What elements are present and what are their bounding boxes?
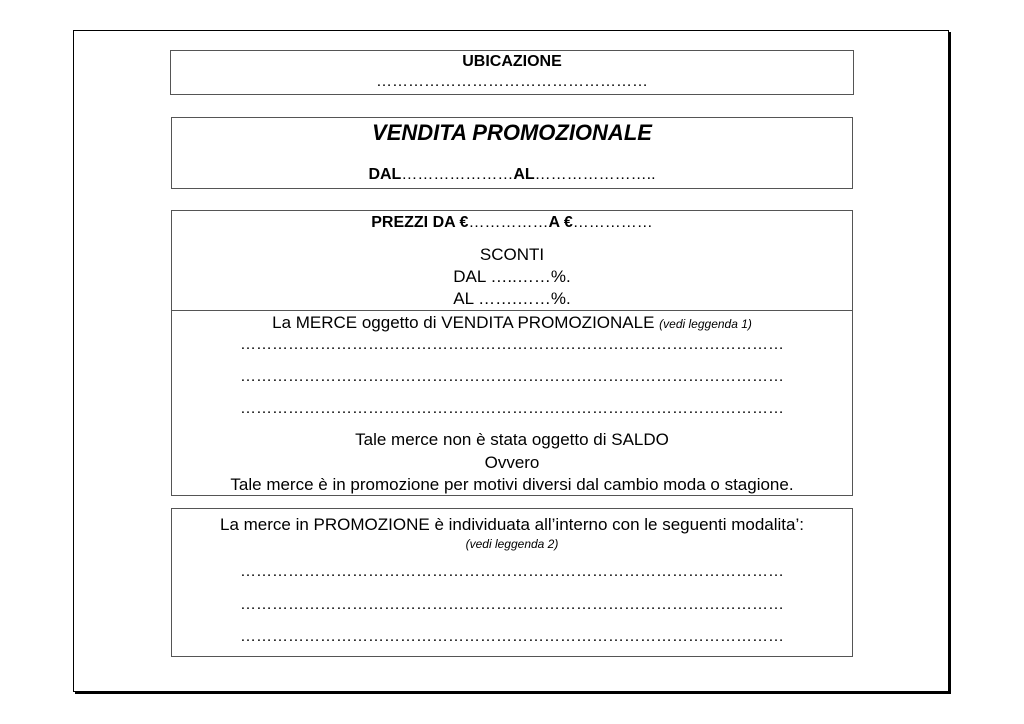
ubicazione-title: UBICAZIONE: [462, 53, 562, 70]
prezzi-a-label: A €: [548, 214, 573, 231]
merce-statement-1: Tale merce non è stata oggetto di SALDO: [355, 430, 669, 449]
al-dots: …………………..: [534, 166, 656, 183]
prezzi-a-dots: ……………: [572, 214, 653, 231]
individuata-dot-line-1: …………………………………………………………………………………………: [240, 563, 784, 580]
merce-intro-note: (vedi leggenda 1): [659, 317, 752, 331]
merce-intro: [172, 313, 852, 333]
sconti-dal: DAL …..……%.: [453, 267, 571, 286]
merce-dot-line-3: …………………………………………………………………………………………: [240, 400, 784, 417]
dal-label: DAL: [368, 166, 402, 183]
al-label: AL: [513, 166, 535, 183]
sconti-title: SCONTI: [479, 245, 545, 264]
prezzi-box: [171, 210, 853, 311]
ubicazione-box: [170, 50, 854, 95]
merce-box: [171, 310, 853, 496]
merce-ovvero: Ovvero: [484, 453, 540, 472]
vendita-title: VENDITA PROMOZIONALE: [372, 120, 652, 145]
individuata-note: (vedi leggenda 2): [465, 537, 559, 551]
vendita-dates-line: [172, 166, 852, 184]
ubicazione-dots: ……………………………………………: [376, 73, 648, 90]
merce-statement-2: Tale merce è in promozione per motivi diversi dal cambio moda o stagione.: [230, 475, 794, 494]
merce-dot-line-2: …………………………………………………………………………………………: [240, 368, 784, 385]
individuata-dot-line-2: …………………………………………………………………………………………: [240, 596, 784, 613]
vendita-box: [171, 117, 853, 189]
individuata-dot-line-3: …………………………………………………………………………………………: [240, 628, 784, 645]
merce-dot-line-1: …………………………………………………………………………………………: [240, 336, 784, 353]
merce-intro-text: La MERCE oggetto di VENDITA PROMOZIONALE: [272, 313, 660, 332]
prezzi-da-label: PREZZI DA €: [371, 214, 469, 231]
sconti-al: AL …….……%.: [453, 289, 571, 308]
prezzi-da-dots: ……………: [468, 214, 549, 231]
dal-dots: …………………: [401, 166, 514, 183]
prezzi-line: [172, 214, 852, 232]
individuata-intro: La merce in PROMOZIONE è individuata all’interno con le seguenti modalita’:: [220, 515, 804, 534]
individuata-box: [171, 508, 853, 657]
